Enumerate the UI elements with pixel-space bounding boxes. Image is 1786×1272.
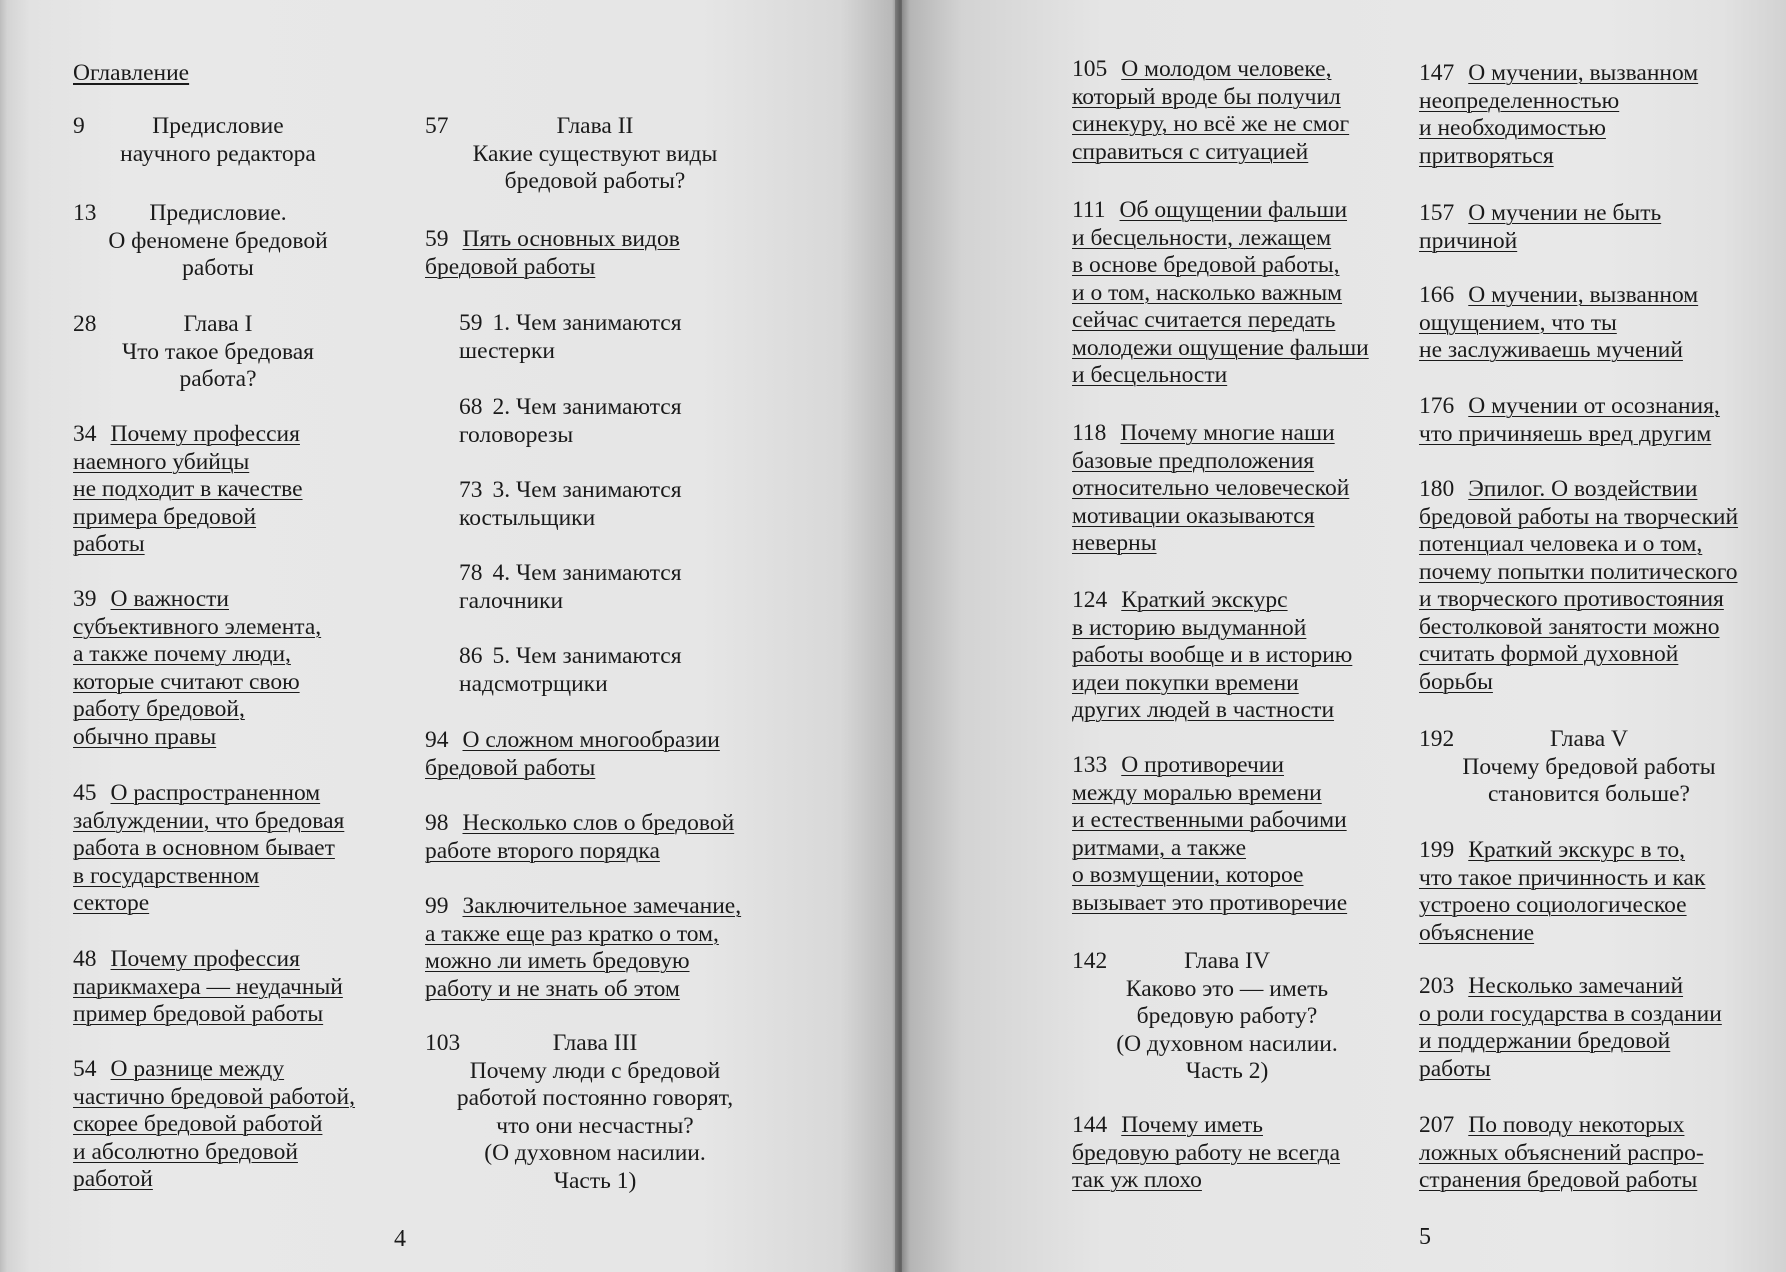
- toc-page-number: 105: [1072, 56, 1108, 82]
- toc-page-number: 59: [425, 226, 449, 252]
- toc-entry[interactable]: [1072, 420, 1382, 558]
- toc-entry-title: Глава II Какие существуют виды бредовой работы?: [472, 113, 718, 194]
- toc-entry[interactable]: [1419, 973, 1759, 1083]
- toc-entry-title[interactable]: Несколько замечаний о роли государства в создании и поддержании бредовой работы: [1419, 973, 1722, 1082]
- toc-page-number: 59: [459, 310, 483, 336]
- page-edge: [0, 0, 8, 1272]
- toc-page-number: 34: [73, 421, 97, 447]
- toc-entry[interactable]: [73, 421, 363, 559]
- page-number-left: 4: [394, 1226, 406, 1252]
- toc-entry-title[interactable]: О разнице между частично бредовой работой, скорее бредовой работой и абсолютно бредовой работой: [73, 1056, 355, 1192]
- toc-entry-title[interactable]: Заключительное замечание, а также еще раз кратко о том, можно ли иметь бредовую работу и не знать об этом: [425, 893, 742, 1002]
- toc-entry: [459, 477, 799, 532]
- toc-entry-title[interactable]: Почему иметь бредовую работу не всегда так уж плохо: [1072, 1112, 1341, 1193]
- toc-entry: [73, 200, 363, 283]
- toc-page-number: 99: [425, 893, 449, 919]
- toc-entry-title[interactable]: Краткий экскурс в историю выдуманной работы вообще и в историю идеи покупки времени других людей в частности: [1072, 587, 1353, 723]
- toc-page-number: 203: [1419, 973, 1455, 999]
- right-page: [902, 0, 1786, 1272]
- toc-page-number: 9: [73, 113, 85, 139]
- toc-page-number: 176: [1419, 393, 1455, 419]
- toc-entry[interactable]: [73, 586, 363, 751]
- toc-entry-title[interactable]: Почему профессия парикмахера — неудачный пример бредовой работы: [73, 946, 343, 1027]
- toc-entry: [73, 311, 363, 394]
- toc-entry-title[interactable]: Почему профессия наемного убийцы не подходит в качестве примера бредовой работы: [73, 421, 303, 557]
- toc-page-number: 118: [1072, 420, 1107, 446]
- toc-entry-title: Глава I Что такое бредовая работа?: [122, 311, 314, 392]
- toc-page-number: 133: [1072, 752, 1108, 778]
- toc-entry-title: Глава III Почему люди с бредовой работой постоянно говорят, что они несчастны? (О духовном насилии. Часть 1): [456, 1030, 734, 1194]
- toc-entry-title[interactable]: Эпилог. О воздействии бредовой работы на творческий потенциал человека и о том, почему попытки политического и творческого противостояния бестолковой занятости можно считать формой духовной борьбы: [1419, 476, 1739, 695]
- toc-page-number: 78: [459, 560, 483, 586]
- toc-entry[interactable]: [1419, 393, 1759, 448]
- toc-entry[interactable]: [425, 226, 765, 281]
- toc-page-number: 68: [459, 394, 483, 420]
- toc-page-number: 86: [459, 643, 483, 669]
- toc-entry-title: 3. Чем занимаются костыльщики: [459, 477, 682, 531]
- toc-entry[interactable]: [1419, 1112, 1759, 1195]
- toc-entry[interactable]: [1419, 200, 1759, 255]
- toc-entry-title[interactable]: Почему многие наши базовые предположения относительно человеческой мотивации оказываются неверны: [1072, 420, 1350, 556]
- toc-page-number: 180: [1419, 476, 1455, 502]
- toc-entry-title: 5. Чем занимаются надсмотрщики: [459, 643, 682, 697]
- toc-entry-title: 1. Чем занимаются шестерки: [459, 310, 682, 364]
- toc-entry[interactable]: [73, 946, 363, 1029]
- toc-entry[interactable]: [1419, 60, 1759, 170]
- toc-entry: [459, 560, 799, 615]
- toc-entry[interactable]: [1419, 837, 1759, 947]
- page-number-right: 5: [1419, 1224, 1431, 1250]
- toc-entry[interactable]: [1072, 587, 1382, 725]
- toc-page-number: 28: [73, 311, 97, 337]
- toc-page-number: 111: [1072, 197, 1106, 223]
- toc-entry-title[interactable]: О мучении, вызванном неопределенностью и необходимостью притворяться: [1419, 60, 1699, 169]
- toc-entry: [1072, 948, 1382, 1086]
- toc-entry-title[interactable]: Несколько слов о бредовой работе второго порядка: [425, 810, 735, 864]
- toc-entry-title[interactable]: О мучении от осознания, что причиняешь вред другим: [1419, 393, 1720, 447]
- toc-page-number: 147: [1419, 60, 1455, 86]
- toc-entry-title: Глава IV Каково это — иметь бредовую работу? (О духовном насилии. Часть 2): [1116, 948, 1338, 1084]
- toc-page-number: 48: [73, 946, 97, 972]
- toc-entry-title[interactable]: О мучении, вызванном ощущением, что ты не заслуживаешь мучений: [1419, 282, 1699, 363]
- toc-entry-title[interactable]: О противоречии между моралью времени и естественными рабочими ритмами, а также о возмущении, которое вызывает это противоречие: [1072, 752, 1348, 916]
- toc-entry[interactable]: [73, 1056, 363, 1194]
- toc-entry-title[interactable]: Краткий экскурс в то, что такое причинность и как устроено социологическое объяснение: [1419, 837, 1706, 946]
- toc-page-number: 142: [1072, 948, 1108, 974]
- toc-page-number: 144: [1072, 1112, 1108, 1138]
- toc-entry-title[interactable]: О молодом человеке, который вроде бы получил синекуру, но всё же не смог справиться с ситуацией: [1072, 56, 1350, 165]
- toc-entry[interactable]: [1072, 56, 1382, 166]
- toc-entry: [73, 113, 363, 168]
- toc-page-number: 103: [425, 1030, 461, 1056]
- toc-page-number: 192: [1419, 726, 1455, 752]
- toc-entry[interactable]: [425, 810, 765, 865]
- toc-entry[interactable]: [425, 893, 765, 1003]
- toc-entry: [459, 643, 799, 698]
- toc-entry: [1419, 726, 1759, 809]
- toc-entry: [425, 113, 765, 196]
- toc-heading: Оглавление: [73, 60, 190, 86]
- toc-entry-title[interactable]: О важности субъективного элемента, а также почему люди, которые считают свою работу бредовой, обычно правы: [73, 586, 322, 750]
- toc-entry[interactable]: [1072, 197, 1382, 390]
- toc-entry-title[interactable]: О мучении не быть причиной: [1419, 200, 1662, 254]
- toc-entry[interactable]: [425, 727, 765, 782]
- toc-entry-title: 4. Чем занимаются галочники: [459, 560, 682, 614]
- toc-page-number: 166: [1419, 282, 1455, 308]
- toc-page-number: 73: [459, 477, 483, 503]
- toc-page-number: 98: [425, 810, 449, 836]
- toc-entry: [425, 1030, 765, 1195]
- toc-entry-title[interactable]: Пять основных видов бредовой работы: [425, 226, 680, 280]
- toc-entry-title: Предисловие. О феномене бредовой работы: [108, 200, 328, 281]
- toc-page-number: 157: [1419, 200, 1455, 226]
- toc-page-number: 199: [1419, 837, 1455, 863]
- toc-entry: [459, 394, 799, 449]
- toc-entry[interactable]: [1419, 476, 1759, 696]
- toc-page-number: 39: [73, 586, 97, 612]
- toc-page-number: 13: [73, 200, 97, 226]
- toc-page-number: 94: [425, 727, 449, 753]
- toc-page-number: 45: [73, 780, 97, 806]
- toc-page-number: 124: [1072, 587, 1108, 613]
- toc-entry[interactable]: [1072, 1112, 1382, 1195]
- toc-entry-title: Глава V Почему бредовой работы становится больше?: [1462, 726, 1716, 807]
- toc-entry-title[interactable]: По поводу некоторых ложных объяснений распро- странения бредовой работы: [1419, 1112, 1704, 1193]
- toc-entry: [459, 310, 799, 365]
- toc-entry-title[interactable]: О сложном многообразии бредовой работы: [425, 727, 720, 781]
- toc-page-number: 57: [425, 113, 449, 139]
- toc-entry[interactable]: [73, 780, 363, 918]
- toc-entry-title[interactable]: Об ощущении фальши и бесцельности, лежащем в основе бредовой работы, и о том, насколько важным сейчас считается передать молодежи ощущение фальши и бесцельности: [1072, 197, 1369, 388]
- toc-entry[interactable]: [1072, 752, 1382, 917]
- toc-entry-title[interactable]: О распространенном заблуждении, что бредовая работа в основном бывает в государственном секторе: [73, 780, 345, 916]
- toc-entry-title: 2. Чем занимаются головорезы: [459, 394, 682, 448]
- toc-page-number: 54: [73, 1056, 97, 1082]
- toc-page-number: 207: [1419, 1112, 1455, 1138]
- toc-entry-title: Предисловие научного редактора: [120, 113, 316, 167]
- toc-entry[interactable]: [1419, 282, 1759, 365]
